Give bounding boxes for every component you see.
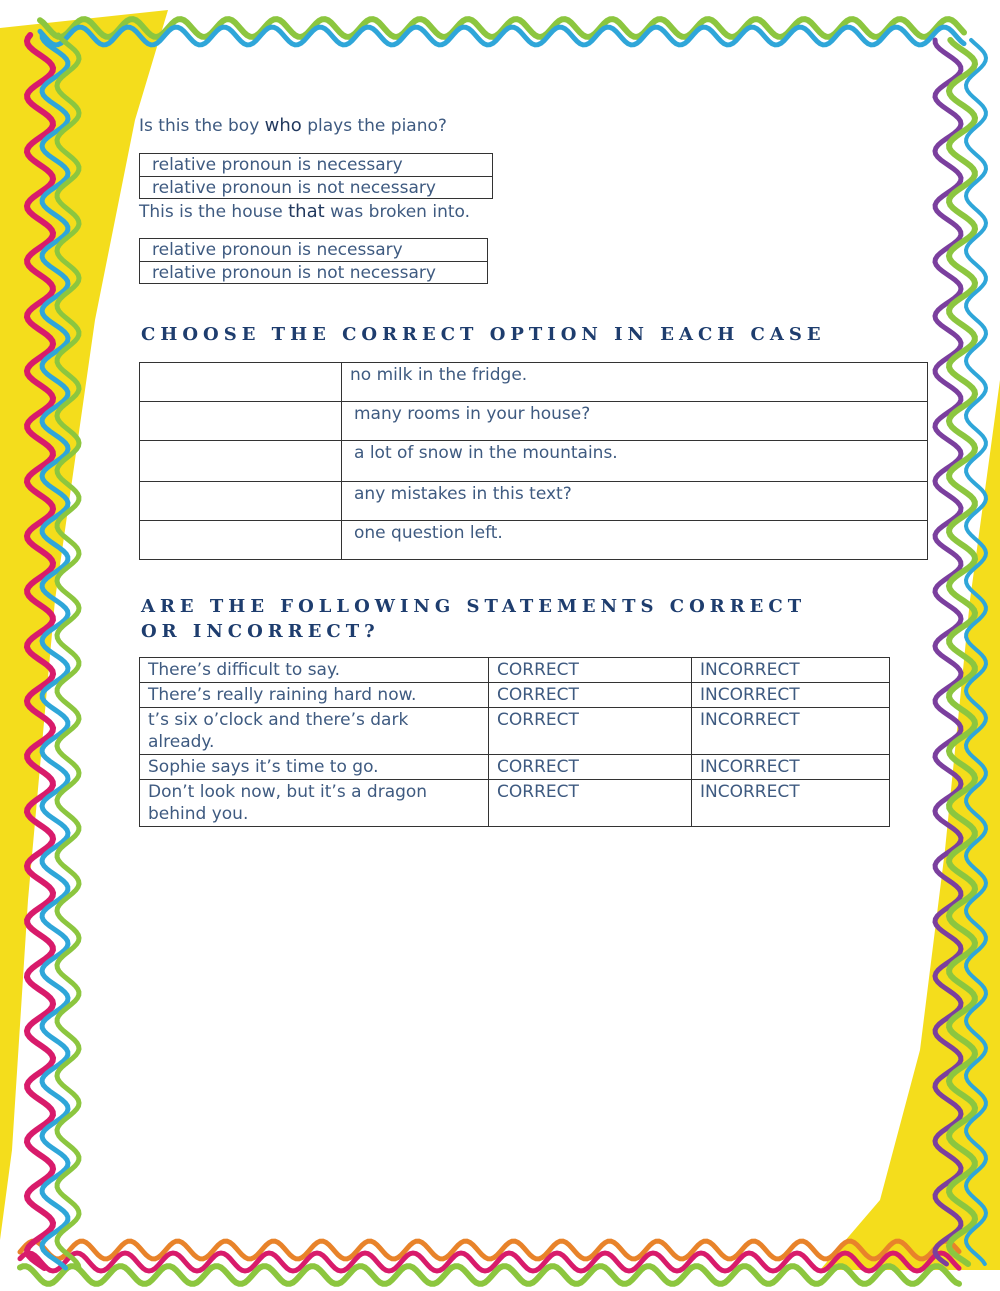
choose-heading: CHOOSE THE CORRECT OPTION IN EACH CASE: [141, 324, 826, 345]
choose-table: [139, 362, 928, 560]
incorrect-option[interactable]: INCORRECT: [692, 683, 890, 708]
question-1-after: plays the piano?: [301, 116, 447, 136]
question-2-option-necessary[interactable]: relative pronoun is necessary: [152, 240, 403, 260]
incorrect-option[interactable]: INCORRECT: [692, 658, 890, 683]
question-2-pronoun: that: [288, 201, 325, 222]
sentence-text: many rooms in your house?: [342, 402, 928, 441]
answer-dropdown[interactable]: [140, 521, 342, 560]
question-2-option-not-necessary[interactable]: relative pronoun is not necessary: [140, 261, 487, 283]
table-row: [140, 683, 890, 708]
correct-option[interactable]: CORRECT: [489, 683, 692, 708]
statements-heading: [141, 594, 806, 644]
statement-text: Sophie says it’s time to go.: [140, 755, 489, 780]
answer-dropdown[interactable]: [140, 441, 342, 482]
sentence-text: one question left.: [342, 521, 928, 560]
statements-table: [139, 657, 890, 827]
question-2-options: [139, 238, 488, 284]
question-1: [139, 115, 447, 136]
correct-option[interactable]: CORRECT: [489, 658, 692, 683]
table-row: [140, 441, 928, 482]
answer-dropdown[interactable]: [140, 482, 342, 521]
table-row: [140, 755, 890, 780]
answer-dropdown[interactable]: [140, 363, 342, 402]
table-row: [140, 363, 928, 402]
statement-text: There’s difficult to say.: [140, 658, 489, 683]
incorrect-option[interactable]: INCORRECT: [692, 755, 890, 780]
sentence-text: a lot of snow in the mountains.: [342, 441, 928, 482]
correct-option[interactable]: CORRECT: [489, 708, 692, 755]
table-row: [140, 780, 890, 827]
question-2-before: This is the house: [139, 202, 289, 222]
sentence-text: any mistakes in this text?: [342, 482, 928, 521]
question-2: [139, 201, 470, 222]
correct-option[interactable]: CORRECT: [489, 755, 692, 780]
incorrect-option[interactable]: INCORRECT: [692, 780, 890, 827]
bottom-wave-orange: [20, 1241, 959, 1259]
question-1-option-not-necessary[interactable]: relative pronoun is not necessary: [140, 176, 492, 198]
question-1-pronoun: who: [264, 115, 302, 136]
table-row: [140, 521, 928, 560]
table-row: [140, 708, 890, 755]
statements-heading-line-1: ARE THE FOLLOWING STATEMENTS CORRECT: [141, 596, 807, 617]
table-row: [140, 658, 890, 683]
incorrect-option[interactable]: INCORRECT: [692, 708, 890, 755]
statement-text: Don’t look now, but it’s a dragon behind you.: [140, 780, 489, 827]
question-2-after: was broken into.: [324, 202, 471, 222]
answer-dropdown[interactable]: [140, 402, 342, 441]
question-1-option-necessary[interactable]: relative pronoun is necessary: [152, 155, 403, 175]
question-1-before: Is this the boy: [139, 116, 265, 136]
statement-text: There’s really raining hard now.: [140, 683, 489, 708]
sentence-text: no milk in the fridge.: [342, 363, 928, 402]
statements-heading-line-2: OR INCORRECT?: [141, 621, 380, 642]
correct-option[interactable]: CORRECT: [489, 780, 692, 827]
table-row: [140, 482, 928, 521]
question-1-options: [139, 153, 493, 199]
table-row: [140, 402, 928, 441]
statement-text: t’s six o’clock and there’s dark already.: [140, 708, 489, 755]
